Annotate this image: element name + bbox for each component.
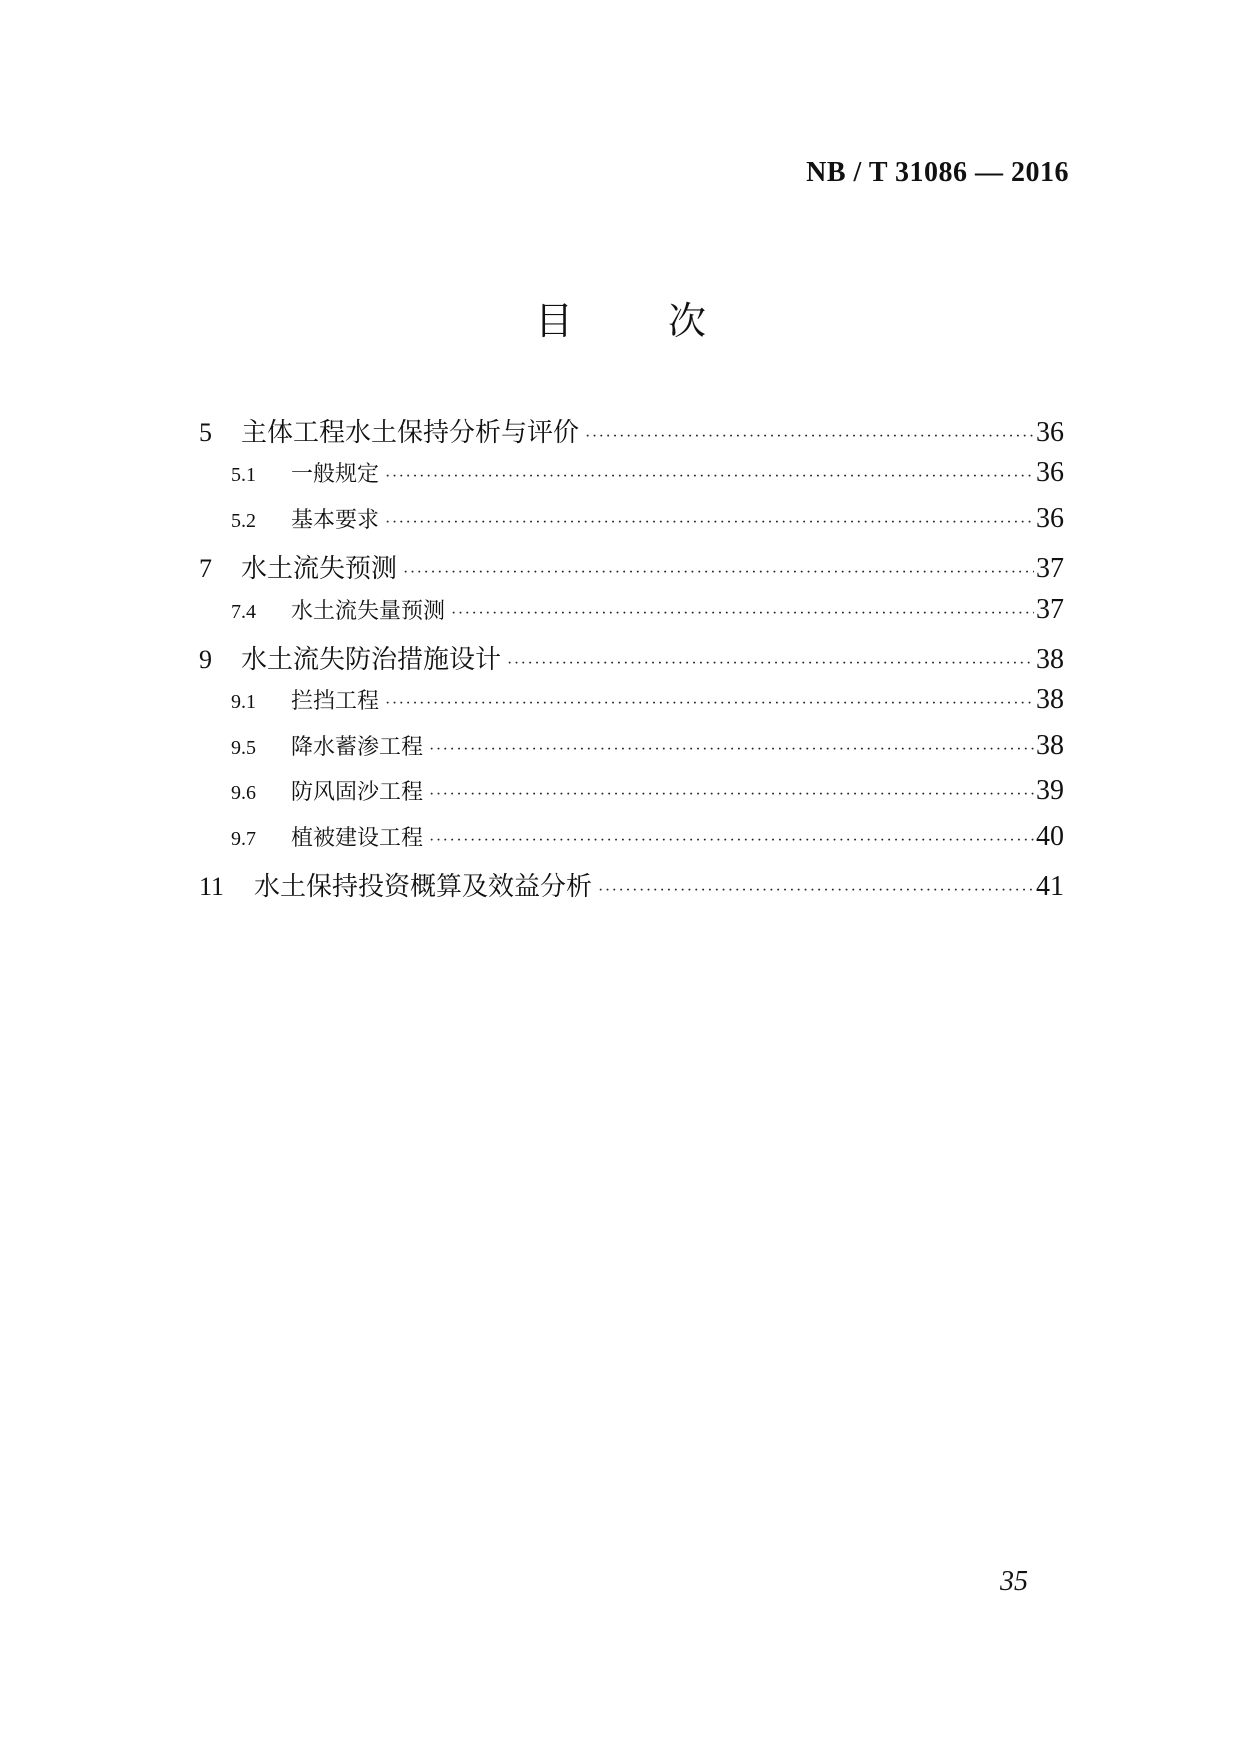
toc-dot-leader bbox=[429, 832, 1034, 850]
toc-dot-leader bbox=[451, 605, 1034, 623]
toc-entry-page: 37 bbox=[1036, 593, 1064, 625]
toc-entry-number: 7.4 bbox=[231, 600, 256, 623]
standard-code: NB / T 31086 — 2016 bbox=[806, 157, 1069, 188]
toc-entry-page: 36 bbox=[1036, 502, 1064, 534]
toc-dot-leader bbox=[585, 428, 1034, 446]
toc-entry-label: 水土流失防治措施设计 bbox=[241, 644, 502, 675]
toc-entry-number: 7 bbox=[199, 554, 212, 584]
toc-entry[interactable] bbox=[199, 775, 1064, 820]
toc-entry-label: 植被建设工程 bbox=[291, 825, 424, 851]
toc-entry-label: 一般规定 bbox=[291, 462, 380, 488]
toc-entry-page: 37 bbox=[1036, 553, 1064, 585]
toc-entry-page: 38 bbox=[1036, 643, 1064, 675]
toc-entry-label: 拦挡工程 bbox=[291, 689, 380, 715]
toc-entry-page: 36 bbox=[1036, 457, 1064, 489]
toc-title: 目次 bbox=[534, 299, 801, 343]
toc-entry-page: 38 bbox=[1036, 729, 1064, 761]
toc-entry-page: 40 bbox=[1036, 820, 1064, 852]
toc-entry[interactable] bbox=[199, 866, 1064, 911]
toc-entry-page: 41 bbox=[1036, 870, 1064, 902]
toc-entry[interactable] bbox=[199, 821, 1064, 866]
toc-dot-leader bbox=[403, 564, 1034, 582]
toc-entry-number: 9.6 bbox=[231, 782, 256, 805]
toc-entry-label: 基本要求 bbox=[291, 507, 380, 533]
toc-entry-number: 5 bbox=[199, 418, 212, 447]
toc-entry-page: 39 bbox=[1036, 775, 1064, 807]
toc-dot-leader bbox=[385, 468, 1034, 486]
toc-dot-leader bbox=[385, 695, 1034, 713]
toc-entry[interactable] bbox=[199, 503, 1064, 548]
toc-entry[interactable] bbox=[199, 594, 1064, 639]
toc-entry-number: 11 bbox=[199, 871, 225, 901]
toc-entry-number: 9.7 bbox=[231, 827, 256, 850]
toc-entry-label: 降水蓄渗工程 bbox=[291, 734, 424, 760]
toc-entry[interactable] bbox=[199, 412, 1064, 457]
toc-entry-number: 5.2 bbox=[231, 509, 256, 532]
toc-entry-label: 水土流失预测 bbox=[241, 554, 398, 585]
toc-entry-number: 9.5 bbox=[231, 736, 256, 759]
toc-entry-label: 水土流失量预测 bbox=[291, 598, 446, 624]
toc-dot-leader bbox=[598, 882, 1034, 900]
toc-entry[interactable] bbox=[199, 639, 1064, 684]
toc-entry[interactable] bbox=[199, 457, 1064, 502]
toc-entry-label: 水土保持投资概算及效益分析 bbox=[254, 871, 593, 902]
toc-entry-label: 防风固沙工程 bbox=[291, 780, 424, 806]
toc-dot-leader bbox=[429, 741, 1034, 759]
toc-entry[interactable] bbox=[199, 548, 1064, 593]
toc-entry-number: 5.1 bbox=[231, 464, 256, 487]
toc-dot-leader bbox=[385, 514, 1034, 532]
toc-dot-leader bbox=[507, 655, 1034, 673]
toc-entry-page: 38 bbox=[1036, 684, 1064, 716]
toc-entry-number: 9 bbox=[199, 644, 212, 674]
page-number: 35 bbox=[1000, 1566, 1028, 1597]
toc-entry-label: 主体工程水土保持分析与评价 bbox=[241, 418, 580, 448]
toc-entry[interactable] bbox=[199, 730, 1064, 775]
toc-entry[interactable] bbox=[199, 684, 1064, 729]
toc-entry-number: 9.1 bbox=[231, 691, 256, 714]
toc-dot-leader bbox=[429, 786, 1034, 804]
table-of-contents bbox=[199, 412, 1064, 911]
toc-entry-page: 36 bbox=[1036, 417, 1064, 448]
